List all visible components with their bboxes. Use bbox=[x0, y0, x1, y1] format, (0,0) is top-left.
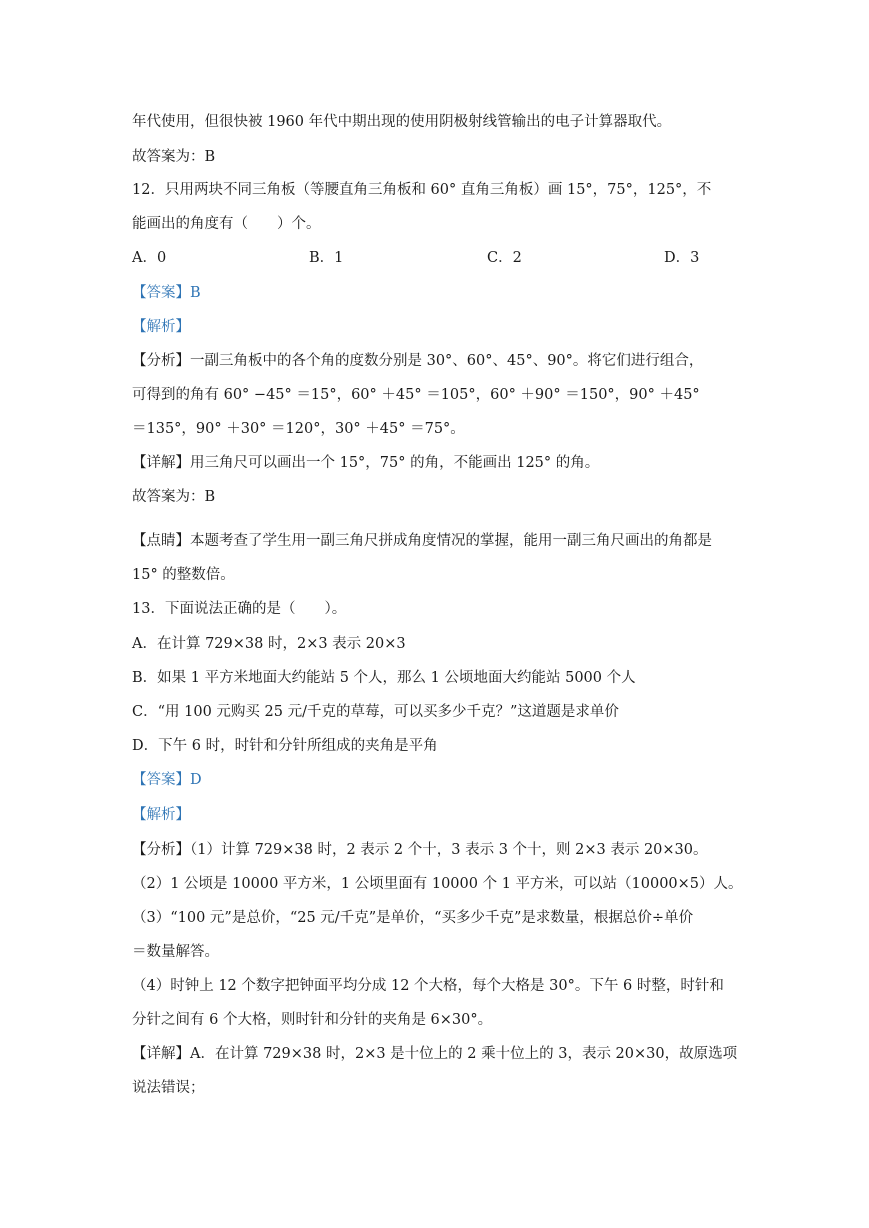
answer-line bbox=[132, 770, 202, 790]
fenxi-text: （1）计算 729×38 时，2 表示 2 个十，3 表示 3 个十，则 2×3 表示 20×30。 bbox=[190, 842, 708, 858]
analysis-line: ＝135°，90° ＋30° ＝120°，30° ＋45° ＝75°。 bbox=[132, 421, 465, 437]
answer-value: B bbox=[190, 285, 201, 301]
option-a: A．0 bbox=[132, 250, 167, 266]
option-c: C．“用 100 元购买 25 元/千克的草莓，可以买多少千克？”这道题是求单价 bbox=[132, 704, 619, 720]
xiangjie-text: A．在计算 729×38 时，2×3 是十位上的 2 乘十位上的 3，表示 20×30，故原选项 bbox=[190, 1046, 738, 1062]
analysis-line bbox=[132, 840, 708, 860]
answer-tag: 【答案】 bbox=[132, 772, 190, 788]
dianjing-tag: 【点睛】 bbox=[132, 533, 190, 549]
answer-tag: 【答案】 bbox=[132, 285, 190, 301]
dianjing-text: 本题考查了学生用一副三角尺拼成角度情况的掌握，能用一副三角尺画出的角都是 bbox=[190, 533, 712, 549]
question-12-stem-cont: 能画出的角度有（ ）个。 bbox=[132, 216, 321, 232]
option-c: C．2 bbox=[487, 250, 522, 266]
fenxi-tag: 【分析】 bbox=[132, 353, 190, 369]
dianjing-line-cont: 15° 的整数倍。 bbox=[132, 567, 235, 583]
analysis-line: 分针之间有 6 个大格，则时针和分针的夹角是 6×30°。 bbox=[132, 1012, 493, 1028]
xiangjie-tag: 【详解】 bbox=[132, 455, 190, 471]
fenxi-tag: 【分析】 bbox=[132, 842, 190, 858]
analysis-line: （2）1 公顷是 10000 平方米，1 公顷里面有 10000 个 1 平方米，可以站（10000×5）人。 bbox=[132, 876, 743, 892]
text-line: 年代使用，但很快被 1960 年代中期出现的使用阴极射线管输出的电子计算器取代。 bbox=[132, 114, 672, 130]
analysis-tag: 【解析】 bbox=[132, 807, 190, 823]
option-b: B．如果 1 平方米地面大约能站 5 个人，那么 1 公顷地面大约能站 5000 个人 bbox=[132, 670, 636, 686]
answer-line bbox=[132, 283, 201, 303]
option-d: D．下午 6 时，时针和分针所组成的夹角是平角 bbox=[132, 738, 438, 754]
question-12-stem: 12．只用两块不同三角板（等腰直角三角板和 60° 直角三角板）画 15°，75°，125°，不 bbox=[132, 182, 712, 198]
option-b: B．1 bbox=[309, 250, 344, 266]
analysis-line: ＝数量解答。 bbox=[132, 944, 219, 960]
dianjing-line bbox=[132, 531, 712, 551]
analysis-line: （4）时钟上 12 个数字把钟面平均分成 12 个大格，每个大格是 30°。下午 6 时整，时针和 bbox=[132, 978, 724, 994]
question-13-stem: 13．下面说法正确的是（ ）。 bbox=[132, 601, 347, 617]
xiangjie-text: 用三角尺可以画出一个 15°，75° 的角，不能画出 125° 的角。 bbox=[190, 455, 600, 471]
xiangjie-tag: 【详解】 bbox=[132, 1046, 190, 1062]
detail-line bbox=[132, 1044, 737, 1064]
conclusion-line: 故答案为：B bbox=[132, 489, 216, 505]
fenxi-text: 一副三角板中的各个角的度数分别是 30°、60°、45°、90°。将它们进行组合， bbox=[190, 353, 704, 369]
analysis-line: （3）“100 元”是总价，“25 元/千克”是单价，“买多少千克”是求数量，根据总价÷单价 bbox=[132, 910, 694, 926]
analysis-tag: 【解析】 bbox=[132, 319, 190, 335]
analysis-line bbox=[132, 351, 703, 371]
detail-line bbox=[132, 453, 599, 473]
analysis-line: 可得到的角有 60° −45° ＝15°，60° ＋45° ＝105°，60° ＋90° ＝150°，90° ＋45° bbox=[132, 387, 700, 403]
detail-line-cont: 说法错误； bbox=[132, 1080, 205, 1096]
text-line: 故答案为：B bbox=[132, 149, 216, 165]
option-d: D．3 bbox=[664, 250, 700, 266]
option-a: A．在计算 729×38 时，2×3 表示 20×3 bbox=[132, 636, 406, 652]
answer-value: D bbox=[190, 772, 202, 788]
